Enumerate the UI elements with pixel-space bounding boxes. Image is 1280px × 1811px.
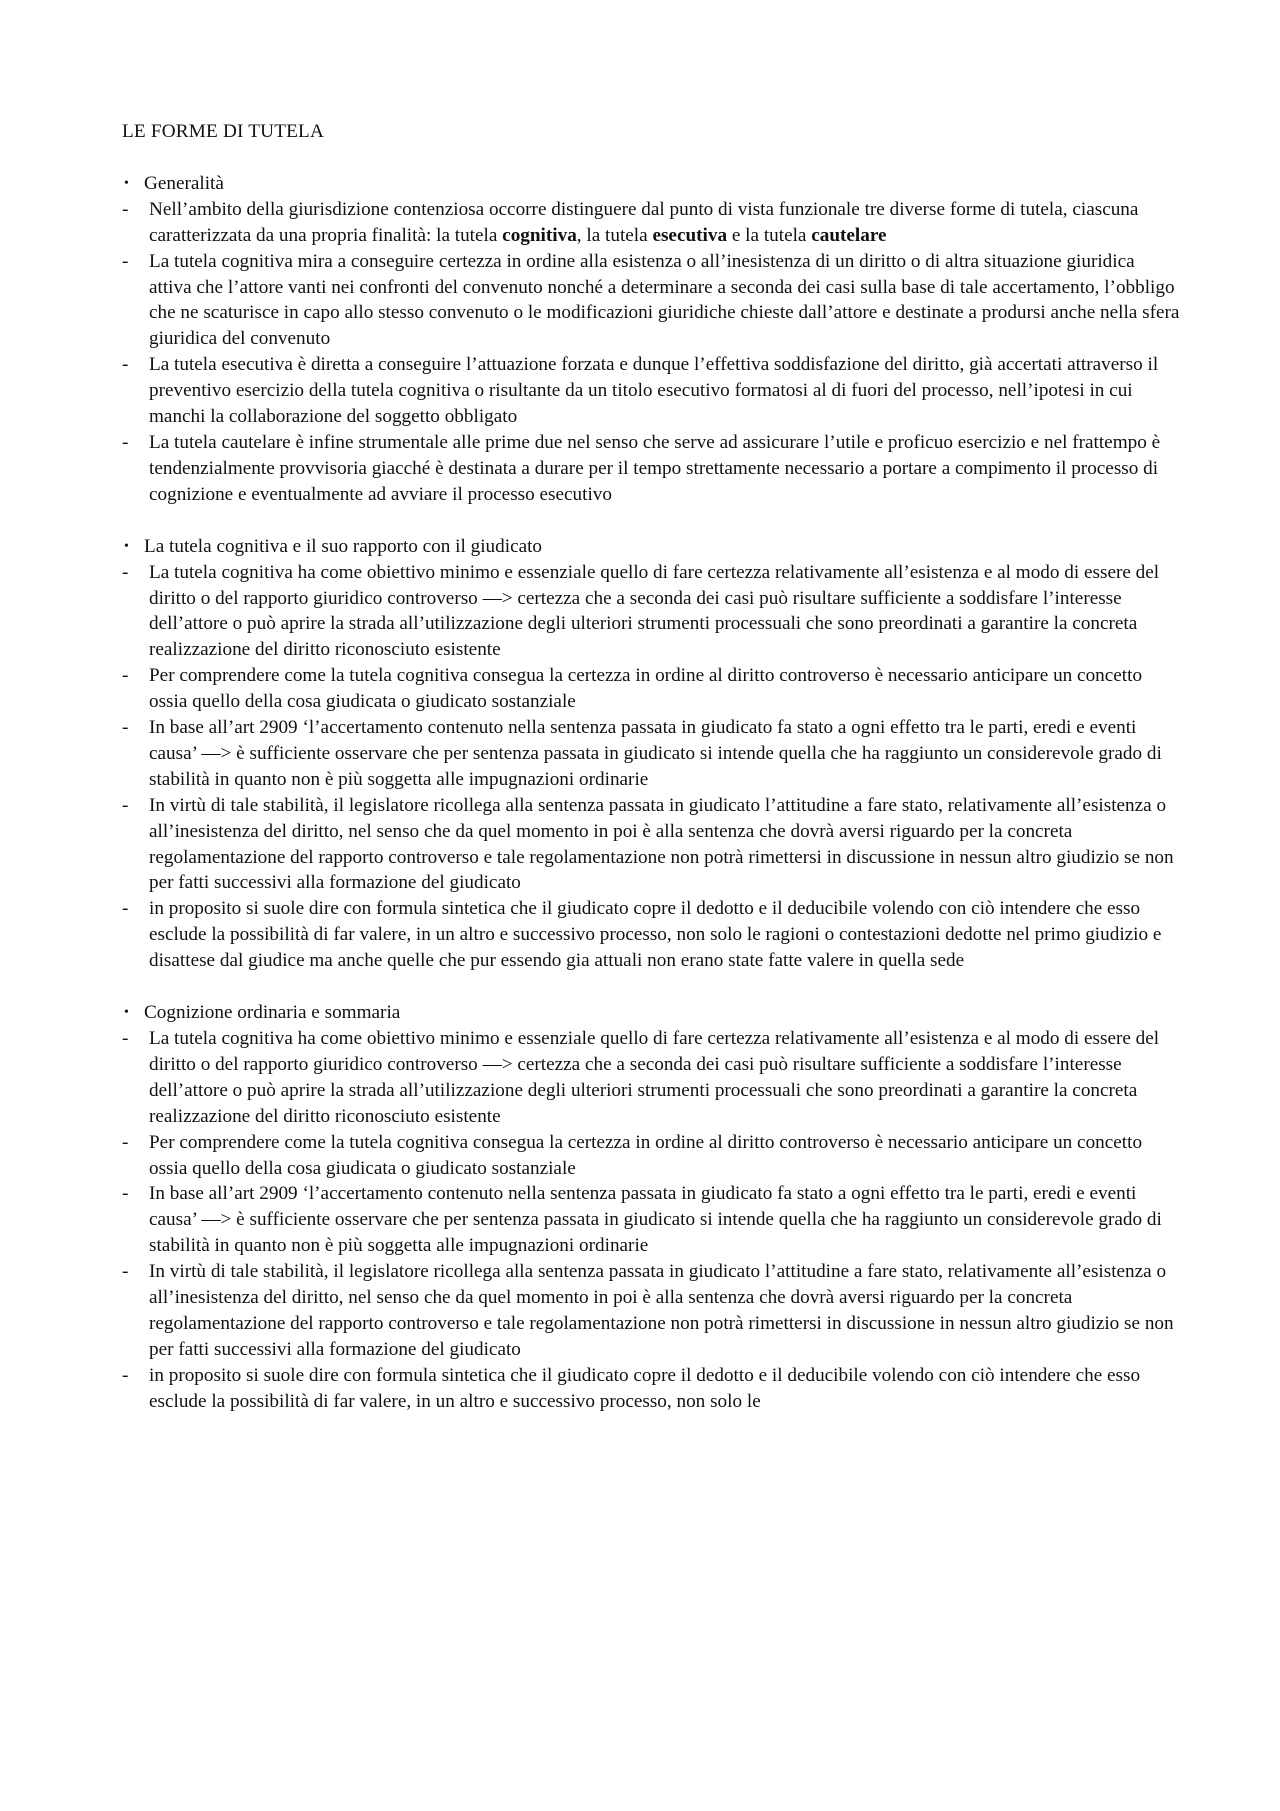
list-item [122, 352, 1182, 430]
list-item [122, 1130, 1182, 1182]
text-segment: La tutela cognitiva ha come obiettivo minimo e essenziale quello di fare certezza relativamente all’esistenza e al modo di essere del diritto o del rapporto giuridico controverso —> certezza che a seconda dei casi può risultare sufficiente a soddisfare l’interesse dell’attore o può aprire la strada all’utilizzazione degli ulteriori strumenti processuali che sono preordinati a garantire la concreta realizzazione del diritto riconosciuto esistente [149, 1028, 1160, 1127]
bullet-icon: • [124, 538, 129, 554]
dash-icon: - [122, 1183, 129, 1205]
list-item [122, 896, 1182, 974]
document-body [122, 119, 1182, 1441]
document-title: LE FORME DI TUTELA [122, 121, 325, 142]
text-segment: La tutela esecutiva è diretta a conseguire l’attuazione forzata e dunque l’effettiva soddisfazione del diritto, già accertati attraverso il preventivo esercizio della tutela cognitiva o risultante da un titolo esecutivo formatosi al di fuori del processo, nell’ipotesi in cui manchi la collaborazione del soggetto obbligato [149, 354, 1159, 428]
dash-list [122, 1026, 1182, 1415]
text-segment: La tutela cognitiva ha come obiettivo minimo e essenziale quello di fare certezza relativamente all’esistenza e al modo di essere del diritto o del rapporto giuridico controverso —> certezza che a seconda dei casi può risultare sufficiente a soddisfare l’interesse dell’attore o può aprire la strada all’utilizzazione degli ulteriori strumenti processuali che sono preordinati a garantire la concreta realizzazione del diritto riconosciuto esistente [149, 561, 1160, 661]
list-item [122, 197, 1182, 249]
list-item [122, 560, 1182, 664]
dash-icon: - [122, 561, 129, 583]
dash-icon: - [122, 794, 129, 816]
bold-term: cognitiva [502, 224, 577, 246]
bold-term: cautelare [811, 224, 887, 246]
list-item [122, 715, 1182, 793]
dash-icon: - [122, 1261, 129, 1283]
dash-icon: - [122, 198, 129, 220]
text-segment: in proposito si suole dire con formula sintetica che il giudicato copre il dedotto e il deducibile volendo con ciò intendere che esso esclude la possibilità di far valere, in un altro e successivo processo, non solo le ragioni o contestazioni dedotte nel primo giudizio e disattese dal giudice ma anche quelle che pur essendo gia attuali non erano state fatte valere in quella sede [149, 898, 1162, 972]
dash-icon: - [122, 1028, 129, 1049]
list-item [122, 430, 1182, 508]
text-segment: In base all’art 2909 ‘l’accertamento contenuto nella sentenza passata in giudicato fa stato a ogni effetto tra le parti, eredi e eventi causa’ —> è sufficiente osservare che per sentenza passata in giudicato si intende quella che ha raggiunto un considerevole grado di stabilità in quanto non è più soggetta alle impugnazioni ordinarie [149, 1183, 1162, 1257]
bullet-icon: • [124, 175, 129, 191]
dash-list [122, 197, 1182, 508]
section-heading [122, 171, 1182, 197]
dash-icon: - [122, 665, 129, 687]
text-segment: La tutela cognitiva mira a conseguire certezza in ordine alla esistenza o all’inesistenza di un diritto o di altra situazione giuridica attiva che l’attore vanti nei confronti del convenuto nonché a determinare a seconda dei casi sulla base di tale accertamento, l’obbligo che ne scaturisce in capo allo stesso convenuto o le modificazioni giuridiche chieste dall’attore e destinate a prodursi anche nella sfera giuridica del convenuto [149, 250, 1180, 350]
list-item [122, 663, 1182, 715]
section-heading [122, 534, 1182, 560]
dash-icon: - [122, 431, 129, 453]
dash-icon: - [122, 1364, 129, 1386]
list-item [122, 1026, 1182, 1130]
section [122, 1000, 1182, 1415]
sections-container [122, 171, 1182, 1415]
list-item [122, 1259, 1182, 1363]
section-heading-text: La tutela cognitiva e il suo rapporto con il giudicato [144, 535, 543, 557]
text-segment: In virtù di tale stabilità, il legislatore ricollega alla sentenza passata in giudicato l’attitudine a fare stato, relativamente all’esistenza o all’inesistenza del diritto, nel senso che da quel momento in poi è alla sentenza che dovrà aversi riguardo per la concreta regolamentazione del rapporto controverso e tale regolamentazione non potrà rimettersi in discussione in nessun altro giudizio se non per fatti successivi alla formazione del giudicato [149, 794, 1174, 894]
text-segment: La tutela cautelare è infine strumentale alle prime due nel senso che serve ad assicurare l’utile e proficuo esercizio e nel frattempo è tendenzialmente provvisoria giacché è destinata a durare per il tempo strettamente necessario a portare a compimento il processo di cognizione e eventualmente ad avviare il processo esecutivo [149, 431, 1161, 505]
text-segment: Nell’ambito della giurisdizione contenziosa occorre distinguere dal punto di vista funzionale tre diverse forme di tutela, ciascuna caratterizzata da una propria finalità: la tutela [149, 198, 1139, 246]
text-segment: In virtù di tale stabilità, il legislatore ricollega alla sentenza passata in giudicato l’attitudine a fare stato, relativamente all’esistenza o all’inesistenza del diritto, nel senso che da quel momento in poi è alla sentenza che dovrà aversi riguardo per la concreta regolamentazione del rapporto controverso e tale regolamentazione non potrà rimettersi in discussione in nessun altro giudizio se non per fatti successivi alla formazione del giudicato [149, 1261, 1174, 1360]
bullet-icon: • [124, 1005, 129, 1021]
text-segment: e la tutela [727, 224, 812, 246]
section-heading [122, 1000, 1182, 1026]
section-heading-text: Generalità [144, 172, 224, 194]
text-segment: , la tutela [576, 224, 653, 246]
text-segment: In base all’art 2909 ‘l’accertamento contenuto nella sentenza passata in giudicato fa stato a ogni effetto tra le parti, eredi e eventi causa’ —> è sufficiente osservare che per sentenza passata in giudicato si intende quella che ha raggiunto un considerevole grado di stabilità in quanto non è più soggetta alle impugnazioni ordinarie [149, 717, 1162, 790]
section [122, 534, 1182, 974]
list-item [122, 1363, 1182, 1415]
dash-icon: - [122, 1131, 129, 1153]
list-item [122, 249, 1182, 353]
list-item [122, 1181, 1182, 1259]
list-item [122, 793, 1182, 897]
dash-icon: - [122, 717, 129, 739]
dash-icon: - [122, 250, 129, 272]
bold-term: esecutiva [652, 224, 728, 246]
text-segment: Per comprendere come la tutela cognitiva consegua la certezza in ordine al diritto controverso è necessario anticipare un concetto ossia quello della cosa giudicata o giudicato sostanziale [149, 665, 1143, 713]
section [122, 171, 1182, 508]
dash-icon: - [122, 898, 129, 920]
section-heading-text: Cognizione ordinaria e sommaria [144, 1002, 401, 1024]
dash-list [122, 560, 1182, 975]
text-segment: Per comprendere come la tutela cognitiva consegua la certezza in ordine al diritto controverso è necessario anticipare un concetto ossia quello della cosa giudicata o giudicato sostanziale [149, 1131, 1143, 1179]
dash-icon: - [122, 354, 129, 376]
text-segment: in proposito si suole dire con formula sintetica che il giudicato copre il dedotto e il deducibile volendo con ciò intendere che esso esclude la possibilità di far valere, in un altro e successivo processo, non solo le [149, 1364, 1141, 1412]
